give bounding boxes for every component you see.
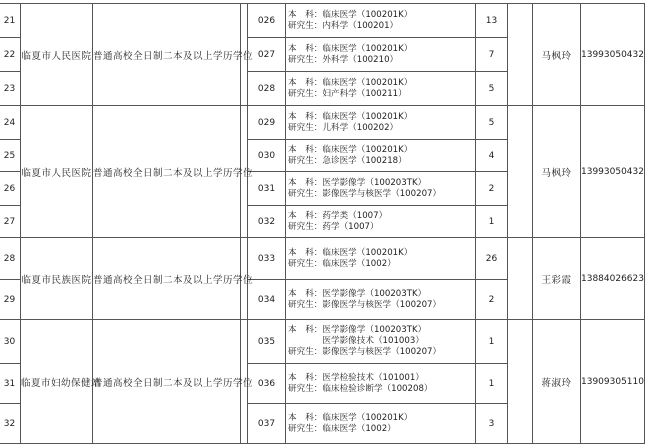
major-requirement: 本 科：临床医学（100201K） 研究生：儿科学（100202） [286,106,476,140]
blank-cell [508,320,533,444]
major-requirement: 本 科：临床医学（100201K） 研究生：临床医学（1002） [286,404,476,444]
row-number: 28 [0,238,21,280]
hiring-count: 1 [476,206,508,238]
education-requirement: 普通高校全日制二本及以上学历学位 [93,238,241,320]
table-row [0,106,645,140]
contact-phone: 13993050432 [581,4,645,106]
education-requirement: 普通高校全日制二本及以上学历学位 [93,4,241,106]
hiring-count: 2 [476,280,508,320]
row-number: 25 [0,140,21,172]
table-row [0,238,645,280]
hiring-count: 26 [476,238,508,280]
row-number: 26 [0,172,21,206]
row-number: 21 [0,4,21,38]
position-code: 036 [248,364,286,404]
employer-name: 临夏市人民医院 [21,106,93,238]
blank-cell [508,4,533,106]
row-number: 30 [0,320,21,364]
hiring-count: 7 [476,38,508,72]
education-requirement: 普通高校全日制二本及以上学历学位 [93,106,241,238]
position-code: 031 [248,172,286,206]
hiring-count: 5 [476,72,508,106]
major-requirement: 本 科：临床医学（100201K） 研究生：急诊医学（100218） [286,140,476,172]
blank-cell [508,106,533,238]
major-requirement: 本 科：医学影像学（100203TK） 研究生：影像医学与核医学（100207） [286,280,476,320]
position-code: 035 [248,320,286,364]
hiring-count: 5 [476,106,508,140]
position-code: 033 [248,238,286,280]
position-code: 037 [248,404,286,444]
blank-cell [508,238,533,320]
employer-name: 临夏市人民医院 [21,4,93,106]
position-code: 027 [248,38,286,72]
hiring-count: 3 [476,404,508,444]
major-requirement: 本 科：临床医学（100201K） 研究生：临床医学（1002） [286,238,476,280]
row-number: 31 [0,364,21,404]
table-row [0,320,645,364]
row-number: 29 [0,280,21,320]
employer-name: 临夏市妇幼保健站 [21,320,93,444]
contact-person: 蒋淑玲 [533,320,581,444]
contact-person: 马枫玲 [533,4,581,106]
major-requirement: 本 科：医学检验技术（101001） 研究生：临床检验诊断学（100208） [286,364,476,404]
position-code: 026 [248,4,286,38]
major-requirement: 本 科：临床医学（100201K） 研究生：外科学（100210） [286,38,476,72]
major-requirement: 本 科：临床医学（100201K） 研究生：妇产科学（100211） [286,72,476,106]
row-number: 22 [0,38,21,72]
table-row [0,4,645,38]
contact-person: 王彩霞 [533,238,581,320]
hiring-count: 13 [476,4,508,38]
position-code: 030 [248,140,286,172]
contact-phone: 13909305110 [581,320,645,444]
major-requirement: 本 科：医学影像学（100203TK） 医学影像技术（101003） 研究生：影像医学与核医学（100207） [286,320,476,364]
education-requirement: 普通高校全日制二本及以上学历学位 [93,320,241,444]
hiring-count: 1 [476,320,508,364]
hiring-count: 1 [476,364,508,404]
recruitment-table [0,3,645,444]
position-code: 032 [248,206,286,238]
contact-person: 马枫玲 [533,106,581,238]
row-number: 32 [0,404,21,444]
position-code: 034 [248,280,286,320]
hiring-count: 4 [476,140,508,172]
position-code: 028 [248,72,286,106]
position-code: 029 [248,106,286,140]
row-number: 27 [0,206,21,238]
major-requirement: 本 科：临床医学（100201K） 研究生：内科学（100201） [286,4,476,38]
major-requirement: 本 科：医学影像学（100203TK） 研究生：影像医学与核医学（100207） [286,172,476,206]
row-number: 24 [0,106,21,140]
major-requirement: 本 科：药学类（1007） 研究生：药学（1007） [286,206,476,238]
contact-phone: 13884026623 [581,238,645,320]
row-number: 23 [0,72,21,106]
employer-name: 临夏市民族医院 [21,238,93,320]
hiring-count: 2 [476,172,508,206]
contact-phone: 13993050432 [581,106,645,238]
